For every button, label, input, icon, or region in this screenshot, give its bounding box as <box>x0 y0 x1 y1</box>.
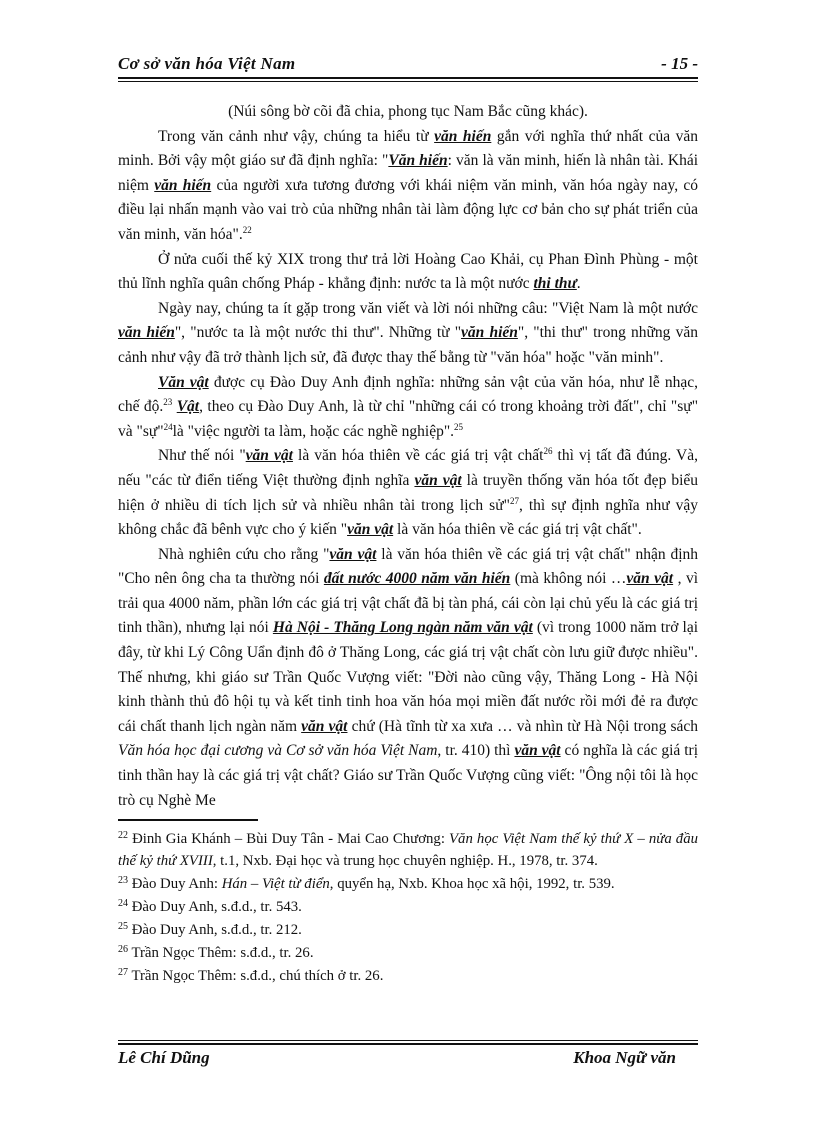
footer-rule-thin <box>118 1040 698 1041</box>
keyword: văn vật <box>329 545 377 563</box>
keyword: Văn hiến <box>388 152 448 170</box>
footnote-ref: 24 <box>163 421 173 432</box>
book-title: Cơ sở văn hóa Việt Nam <box>118 54 296 73</box>
paragraph: Văn vật được cụ Đào Duy Anh định nghĩa: những sản vật của văn hóa, như lễ nhạc, chế độ.$^{23}$ Vật, theo cụ Đào Duy Anh, là từ chỉ "những cái có trong khoảng trời đất", chỉ "sự" và "sự"$^{24}$là "việc người ta làm, hoặc các nghề nghiệp".$^{25}$ <box>118 373 699 440</box>
footnote-ref: 23 <box>163 397 173 408</box>
footnote: $^{25}$ Đào Duy Anh, s.đ.d., tr. 212. <box>118 921 302 938</box>
paragraph: Như thế nói "văn vật là văn hóa thiên về các giá trị vật chất$^{26}$ thì vị tất đã đúng. Và, nếu "các từ điển tiếng Việt thường định nghĩa văn vật là truyền thống văn hóa tốt đẹp biểu hiện ở nhiều di tích lịch sử và nhiều nhân tài trong lịch sử"$^{27}$, thì sự định nghĩa như vậy không chắc đã bênh vực cho ý kiến "văn vật là văn hóa thiên về các giá trị vật chất". <box>118 446 699 539</box>
keyword: văn vật <box>626 570 674 588</box>
footnote-ref: 27 <box>509 495 519 506</box>
page-footer <box>118 1048 698 1072</box>
page-header <box>118 54 698 76</box>
footnote-separator <box>118 819 258 821</box>
book-title-italic: Văn hóa học đại cương và Cơ sở văn hóa Việt Nam <box>118 742 438 760</box>
paragraph: Nhà nghiên cứu cho rằng "văn vật là văn hóa thiên về các giá trị vật chất" nhận định "Cho nên ông cha ta thường nói đất nước 4000 năm văn hiến (mà không nói …văn vật , vì trải qua 4000 năm, phần lớn các giá trị vật chất đã bị tàn phá, cái còn lại chủ yếu là các giá trị tinh thần), nhưng lại nói Hà Nội - Thăng Long ngàn năm văn vật (vì trong 1000 năm trở lại đây, từ khi Lý Công Uẩn định đô ở Thăng Long, các giá trị vật chất còn lưu giữ được nhiều". Thế nhưng, khi giáo sư Trần Quốc Vượng viết: "Đời nào cũng vậy, Thăng Long - Hà Nội kinh thành thủ đô hội tụ và kết tinh tinh hoa văn hóa mọi miền đất nước rồi mới đẻ ra được cái chất thanh lịch ngàn năm văn vật chứ (Hà tĩnh từ xa xưa … và nhìn từ Hà Nội trong sách Văn hóa học đại cương và Cơ sở văn hóa Việt Nam, tr. 410) thì văn vật có nghĩa là các giá trị tinh thần hay là các giá trị vật chất? Giáo sư Trần Quốc Vượng cũng viết: "Ông nội tôi là học trò cụ Nghè Me <box>118 545 699 809</box>
keyword: thi thư <box>533 275 577 293</box>
footer-rule-thick <box>118 1043 698 1045</box>
footnote: $^{23}$ Đào Duy Anh: Hán – Việt từ điển, quyển hạ, Nxb. Khoa học xã hội, 1992, tr. 539. <box>118 875 615 892</box>
header-rule-thick <box>118 77 698 79</box>
keyword: văn vật <box>514 742 561 760</box>
footnote-ref: 22 <box>242 224 252 235</box>
body-text <box>118 100 698 813</box>
keyword: Văn vật <box>158 373 209 391</box>
keyword: văn hiến <box>461 324 518 342</box>
paragraph: Ngày nay, chúng ta ít gặp trong văn viết và lời nói những câu: "Việt Nam là một nước văn hiến", "nước ta là một nước thi thư". Những từ "văn hiến", "thi thư" trong những văn cảnh như vậy đã trở thành lịch sử, đã được thay thế bằng từ "văn hóa" hoặc "văn minh". <box>118 299 698 366</box>
footnote: $^{26}$ Trần Ngọc Thêm: s.đ.d., tr. 26. <box>118 944 314 961</box>
keyword: văn vật <box>245 447 293 465</box>
page-number: - 15 - <box>661 54 698 73</box>
keyword: văn vật <box>347 521 394 539</box>
paragraph <box>118 100 698 125</box>
keyword: văn hiến <box>118 324 175 342</box>
keyword: văn vật <box>301 717 348 735</box>
keyword: Vật <box>176 398 200 416</box>
keyword: văn vật <box>414 471 462 489</box>
keyword: Hà Nội - Thăng Long ngàn năm văn vật <box>272 619 533 637</box>
author-name: Lê Chí Dũng <box>118 1048 210 1067</box>
footnote-ref: 25 <box>454 421 464 432</box>
paragraph: Ở nửa cuối thế kỷ XIX trong thư trả lời Hoàng Cao Khải, cụ Phan Đình Phùng - một thủ lĩnh nghĩa quân chống Pháp - khẳng định: nước ta là một nước thi thư. <box>118 250 698 293</box>
keyword: đất nước 4000 năm văn hiến <box>323 570 511 588</box>
department-name: Khoa Ngữ văn <box>573 1048 676 1067</box>
text: (Núi sông bờ cõi đã chia, phong tục Nam Bắc cũng khác). <box>228 103 588 120</box>
footnote: $^{24}$ Đào Duy Anh, s.đ.d., tr. 543. <box>118 898 302 915</box>
footnotes <box>118 828 698 988</box>
paragraph: Trong văn cảnh như vậy, chúng ta hiểu từ văn hiến gắn với nghĩa thứ nhất của văn minh. Bởi vậy một giáo sư đã định nghĩa: "Văn hiến: văn là văn minh, hiến là nhân tài. Khái niệm văn hiến của người xưa tương đương với khái niệm văn minh, văn hóa ngày nay, có điều lại nhấn mạnh vào vai trò của những nhân tài làm động lực cơ bản cho sự phát triển của văn minh, văn hóa".$^{22}$ <box>118 127 699 243</box>
keyword: văn hiến <box>434 127 492 145</box>
footnote-ref: 26 <box>543 446 553 457</box>
header-rule-thin <box>118 81 698 82</box>
footnote: $^{22}$ Đinh Gia Khánh – Bùi Duy Tân - Mai Cao Chương: Văn học Việt Nam thế kỷ thứ X – nửa đầu thế kỷ thứ XVIII, t.1, Nxb. Đại học và trung học chuyên nghiệp. H., 1978, tr. 374. <box>118 830 699 869</box>
keyword: văn hiến <box>154 176 212 194</box>
footnote: $^{27}$ Trần Ngọc Thêm: s.đ.d., chú thích ở tr. 26. <box>118 967 384 984</box>
